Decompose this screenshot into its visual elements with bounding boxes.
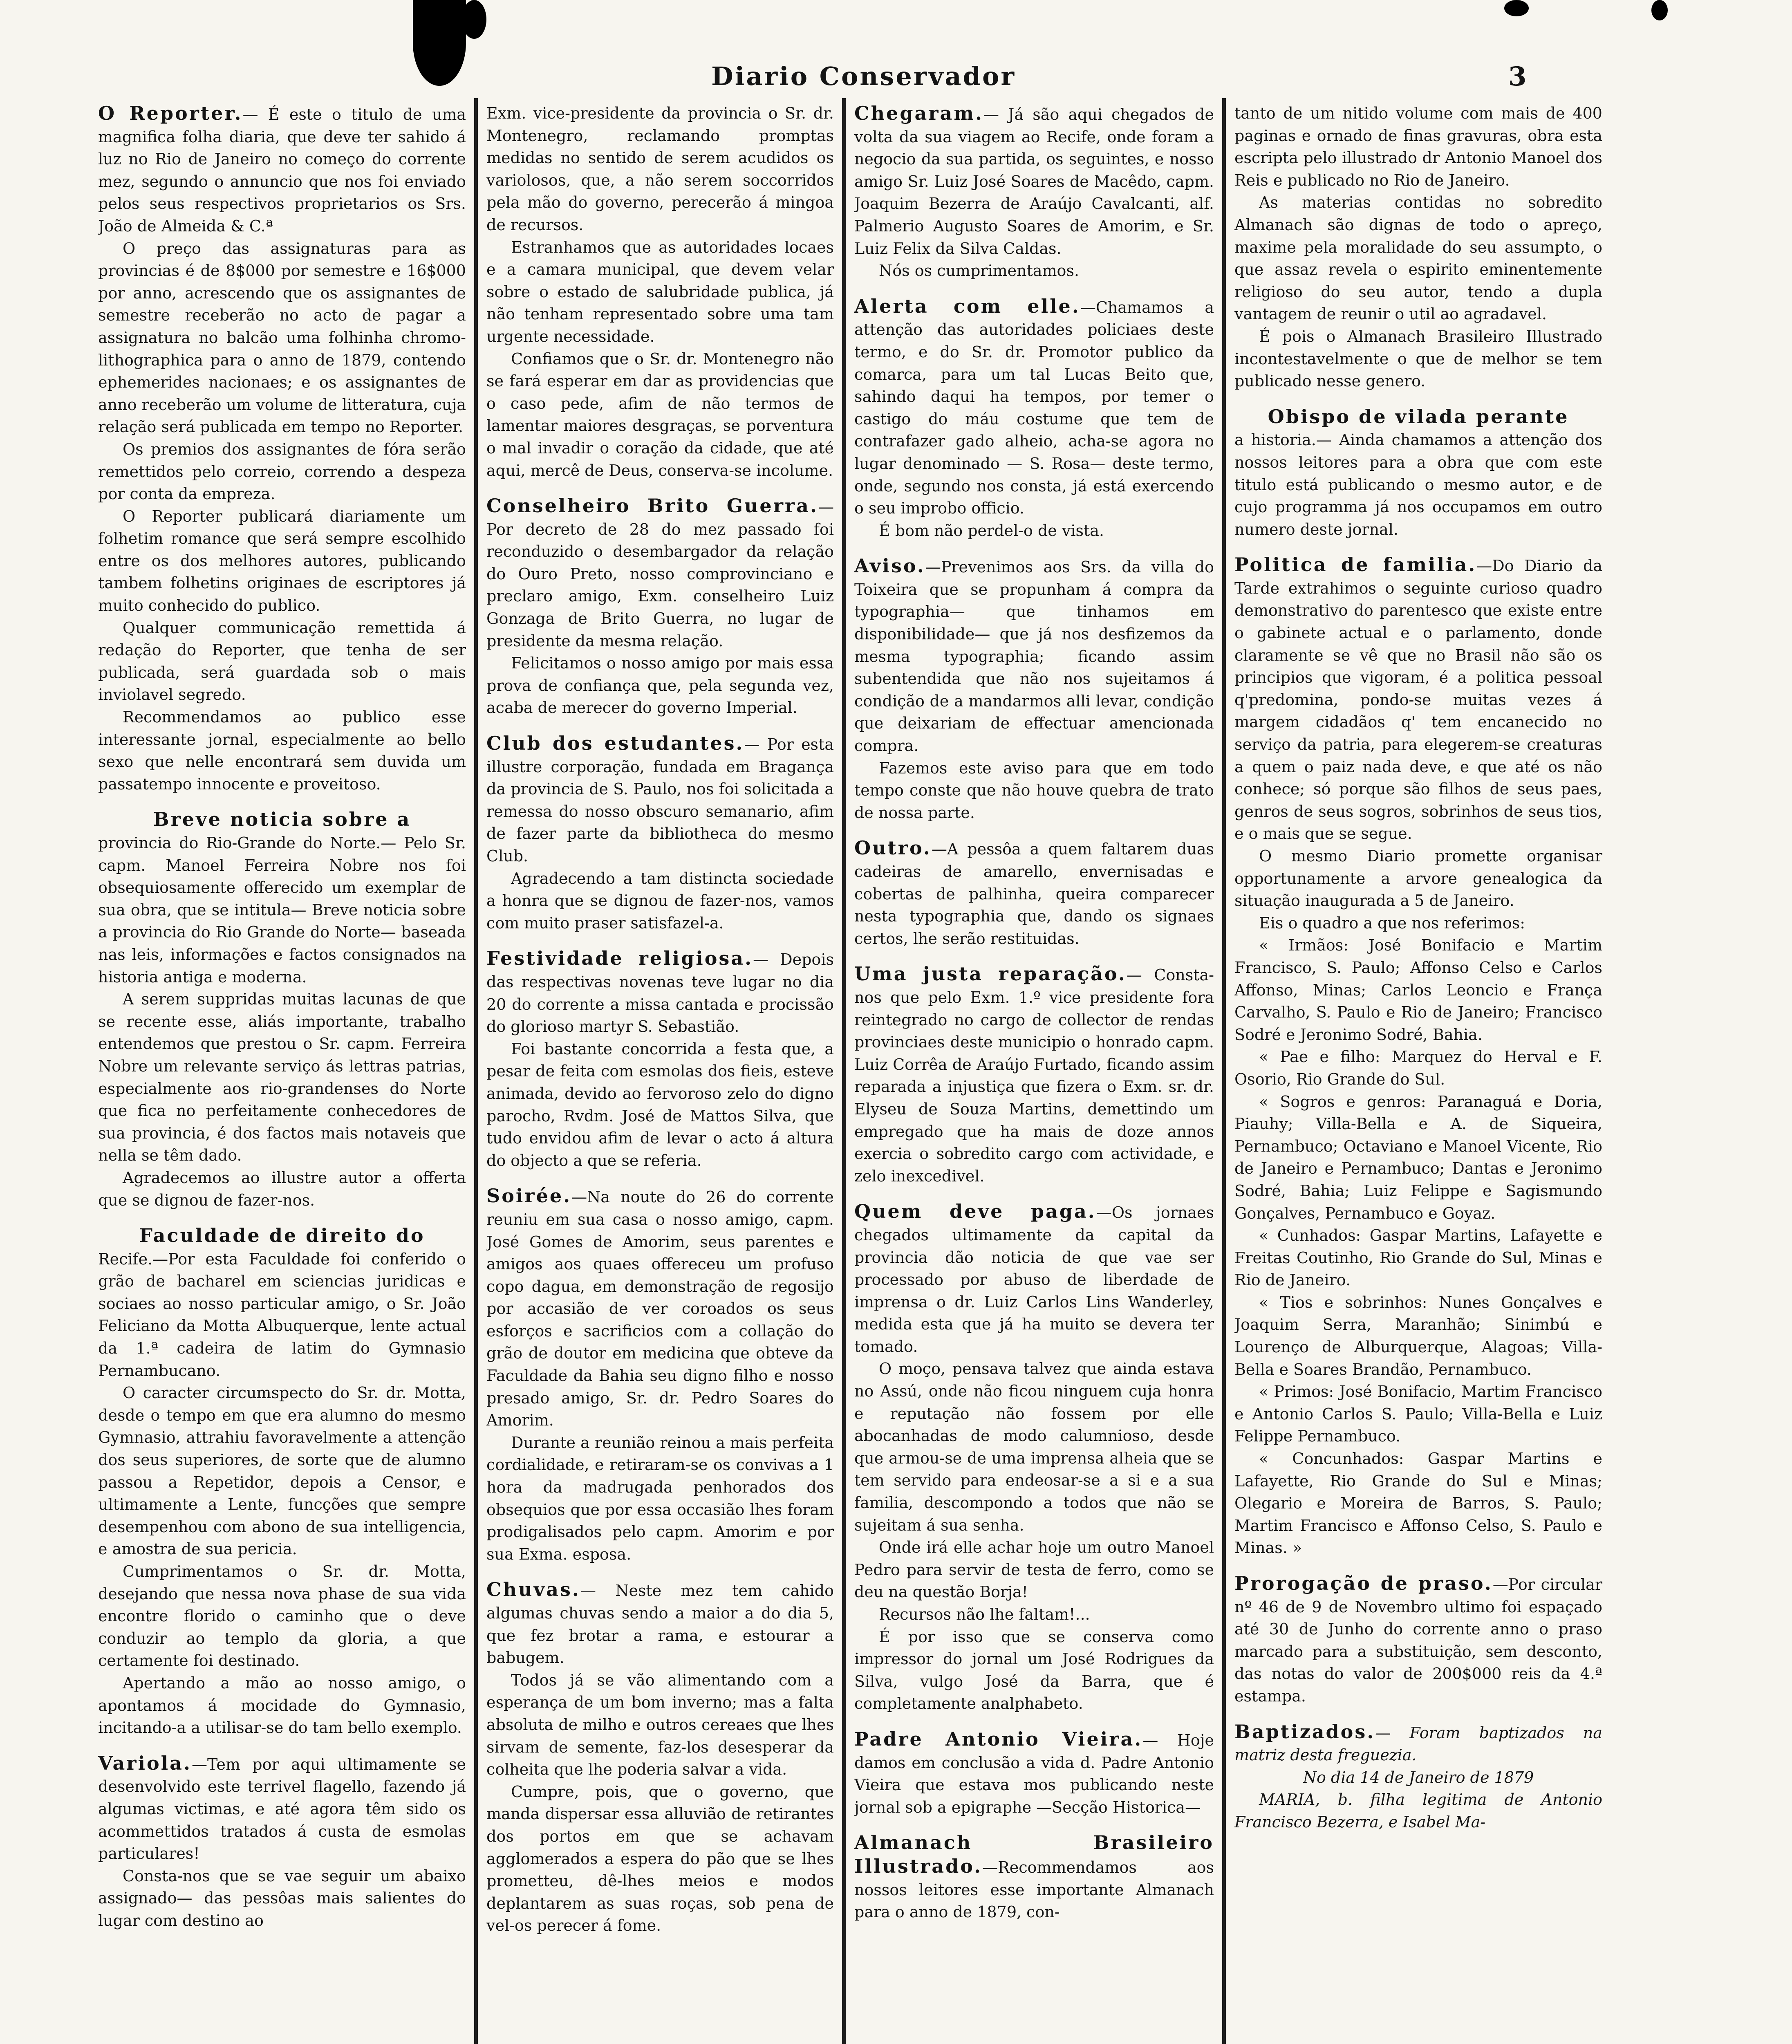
article-text: O moço, pensava talvez que ainda estava no Assú, onde não ficou ninguem cuja honra e reputação não fossem por elle abocanhadas de modo calumnioso, desde que armou-se de uma imprensa alheia que se tem servido para endeosar-se a si e a sua familia, descompondo a todos que não se sujeitam á sua senha. [854,1360,1214,1534]
article-heading: Faculdade de direito do [139,1224,425,1247]
article-text: Fazemos este aviso para que em todo tempo conste que não houve quebra de trato de nossa parte. [854,759,1214,822]
article-heading: Aviso. [854,555,925,577]
article-text: tanto de um nitido volume com mais de 400 paginas e ornado de finas gravuras, obra esta escripta pelo illustrado dr Antonio Manoel dos Reis e publicado no Rio de Janeiro. [1234,104,1602,189]
article-text: É pois o Almanach Brasileiro Illustrado incontestavelmente o que de melhor se tem publicado nesse genero. [1234,327,1602,390]
article-text: Todos já se vão alimentando com a esperança de um bom inverno; mas a falta absoluta de milho e outros cereaes que lhes sirvam de semente, faz-los desesperar da colheita que lhe poderia salvar a vida. [486,1671,834,1779]
column-divider [474,98,478,2044]
article-text: Apertando a mão ao nosso amigo, o apontamos á mocidade do Gymnasio, incitando-a a utilisar-se do tam bello exemplo. [98,1674,466,1737]
article-club-estudantes [486,732,834,934]
article-heading: Uma justa reparação. [854,963,1127,985]
article-faculdade [98,1224,466,1739]
article-heading: Variola. [98,1752,192,1774]
article-text: Consta-nos que se vae seguir um abaixo assignado— das pessôas mais salientes do lugar com destino ao [98,1867,466,1930]
article-text: « Cunhados: Gaspar Martins, Lafayette e Freitas Coutinho, Rio Grande do Sul, Minas e Rio de Janeiro. [1234,1226,1602,1289]
ink-smudge [1651,0,1668,20]
article-heading: Club dos estudantes. [486,732,744,755]
article-padre-vieira [854,1728,1214,1818]
article-brito-guerra [486,495,834,719]
article-text: —Tem por aqui ultimamente se desenvolvido este terrivel flagello, fazendo já algumas victimas, e até agora têm sido os acommettidos tratados á custa de esmolas particulares! [98,1755,466,1863]
article-text: Eis o quadro a que nos referimos: [1259,914,1525,932]
article-text: Agradecemos ao illustre autor a offerta que se dignou de fazer-nos. [98,1168,466,1209]
article-chegaram [854,102,1214,282]
article-almanach-cont [1234,102,1602,392]
article-text: Felicitamos o nosso amigo por mais essa prova de confiança que, pela segunda vez, acaba de merecer do governo Imperial. [486,654,834,717]
article-text: — Por esta illustre corporação, fundada em Bragança da provincia de S. Paulo, nos foi solicitada a remessa do nosso obscuro semanario, afim de fazer parte da bibliotheca do mesmo Club. [486,735,834,865]
column-4 [1234,102,1602,2044]
article-heading: Chuvas. [486,1578,580,1601]
article-text: Recommendamos ao publico esse interessante jornal, especialmente ao bello sexo que nelle encontrará sem duvida um passatempo innocente e proveitoso. [98,708,466,793]
article-text: Agradecendo a tam distincta sociedade a honra que se dignou de fazer-nos, vamos com muito praser satisfazel-a. [486,869,834,932]
ink-smudge [1504,0,1529,16]
article-heading: Chegaram. [854,102,984,124]
article-text: —Por decreto de 28 do mez passado foi reconduzido o desembargador da relação do Ouro Preto, nosso comprovinciano e preclaro amigo, Exm. conselheiro Luiz Gonzaga de Brito Guerra, no lugar de presidente da mesma relação. [486,498,834,650]
article-text: — Foram baptizados na matriz desta freguezia. [1234,1724,1602,1764]
article-text: —Na noute do 26 do corrente reuniu em sua casa o nosso amigo, capm. José Gomes de Amorim, seus parentes e amigos aos quaes offereceu um profuso copo dagua, em demonstração de regosijo por accasião de ver coroados os seus esforços e sacrificios com a collação do grão de doutor em medicina que obteve da Faculdade da Bahia seu digno filho e nosso presado amigo, Sr. dr. Pedro Soares do Amorim. [486,1188,834,1430]
ink-smudge [462,0,486,39]
article-text: MARIA, b. filha legitima de Antonio Francisco Bezerra, e Isabel Ma- [1234,1791,1602,1831]
article-heading: Padre Antonio Vieira. [854,1728,1143,1750]
article-text: « Sogros e genros: Paranaguá e Doria, Piauhy; Villa-Bella e A. de Siqueira, Pernambuco; Octaviano e Manoel Vicente, Rio de Janeiro e Pernambuco; Dantas e Jeronimo Sodré, Bahia; Luiz Felippe e Sagismundo Gonçalves, Pernambuco e Goyaz. [1234,1092,1602,1222]
article-text: Estranhamos que as autoridades locaes e a camara municipal, que devem velar sobre o estado de salubridade publica, já não tenham representado sobre uma tam urgente necessidade. [486,238,834,345]
page-header-title: Diario Conservador [711,61,1016,91]
article-text: O caracter circumspecto do Sr. dr. Motta, desde o tempo em que era alumno do mesmo Gymnasio, attrahiu favoravelmente a attenção dos seus superiores, de sorte que de alumno passou a Repetidor, depois a Censor, e ultimamente a Lente, funcções que sempre desempenhou com abono de sua intelligencia, e amostra de sua pericia. [98,1384,466,1558]
article-text: —Os jornaes chegados ultimamente da capital da provincia dão noticia de que vae ser processado por abuso de liberdade de imprensa o dr. Luiz Carlos Lins Wanderley, medida esta que já ha muito se devera ter tomado. [854,1204,1214,1356]
column-2 [486,102,834,2044]
article-text: a historia.— Ainda chamamos a attenção dos nossos leitores para a obra que com este titulo está publicando o mesmo autor, e de cujo programma já nos occupamos em outro numero deste jornal. [1234,431,1602,538]
article-heading: Prorogação de praso. [1234,1572,1493,1594]
article-alerta [854,295,1214,542]
article-text: —Por circular nº 46 de 9 de Novembro ultimo foi espaçado até 30 de Junho do corrente anno o praso marcado para a substituição, sem desconto, das notas do valor de 200$000 reis da 4.ª estampa. [1234,1576,1602,1705]
page-number: 3 [1508,61,1527,92]
article-heading: Baptizados. [1234,1720,1375,1743]
article-text: —Do Diario da Tarde extrahimos o seguinte curioso quadro demonstrativo do parentesco que existe entre o gabinete actual e o parlamento, donde claramente se vê que no Brasil não são os principios que vigoram, é a politica pessoal q'predomina, pondo-se muitas vezes á margem cidadãos q' tem encanecido no serviço da patria, para elegerem-se creaturas a quem o paiz nada deve, e que até os não conhece; só porque são filhos de seus paes, genros de seus sogros, sobrinhos de seus tios, e o mais que se segue. [1234,557,1602,843]
article-text: Recife.—Por esta Faculdade foi conferido o grão de bacharel em sciencias juridicas e sociaes ao nosso particular amigo, o Sr. João Feliciano da Motta Albuquerque, lente actual da 1.ª cadeira de latim do Gymnasio Pernambucano. [98,1250,466,1380]
article-prorogacao [1234,1572,1602,1708]
article-text: « Tios e sobrinhos: Nunes Gonçalves e Joaquim Serra, Maranhão; Sinimbú e Lourenço de Alburquerque, Alagoas; Villa-Bella e Soares Brandão, Pernambuco. [1234,1293,1602,1378]
article-text: —A pessôa a quem faltarem duas cadeiras de amarello, envernisadas e cobertas de palhinha, queira comparecer nesta typographia que, dando os signaes certos, lhe serão restituidas. [854,840,1214,948]
article-variola [98,1752,466,1932]
article-text: —Recommendamos aos nossos leitores esse importante Almanach para o anno de 1879, con- [854,1858,1214,1921]
article-text: Confiamos que o Sr. dr. Montenegro não se fará esperar em dar as providencias que o caso pede, afim de não termos de lamentar maiores desgraças, se porventura o mal invadir o coração da cidade, que até aqui, mercê de Deus, conserva-se incolume. [486,350,834,480]
column-divider [1222,98,1226,2044]
article-text: Recursos não lhe faltam!... [879,1605,1090,1623]
article-text: — Consta-nos que pelo Exm. 1.º vice presidente fora reintegrado no cargo de collector de rendas provinciaes deste municipio o honrado capm. Luiz Corrêa de Araújo Furtado, ficando assim reparada a injustiça que fizera o Exm. sr. dr. Elyseu de Souza Martins, demettindo um empregado que ha mais de doze annos exercia o sobredito cargo com actividade, e zelo inexcedivel. [854,966,1214,1185]
article-heading: Outro. [854,837,932,859]
article-quem-deve-paga [854,1200,1214,1715]
article-text: « Primos: José Bonifacio, Martim Francisco e Antonio Carlos S. Paulo; Villa-Bella e Luiz Felippe Pernambuco. [1234,1383,1602,1446]
article-heading: Conselheiro Brito Guerra. [486,495,818,517]
article-obispo [1234,406,1602,541]
article-heading: Politica de familia. [1234,554,1477,576]
baptism-date: No dia 14 de Janeiro de 1879 [1303,1768,1534,1786]
article-text: —Prevenimos aos Srs. da villa do Toixeira que se propunham á compra da typographia— que tinhamos em disponibilidade— que já nos desfizemos da mesma typographia; ficando assim subentendida que não nos sujeitamos á condição de a mandarmos alli levar, condição que deixariam de effectuar amencionada compra. [854,558,1214,755]
column-1 [98,102,466,2044]
article-text: O mesmo Diario promette organisar opportunamente a arvore genealogica da situação inaugurada a 5 de Janeiro. [1234,847,1602,910]
article-text: —Chamamos a attenção das autoridades policiaes deste termo, e do Sr. dr. Promotor publico da comarca, para um tal Lucas Beito que, sahindo daqui ha tempos, por temer o castigo do máu costume que tem de contrafazer gado alheio, acha-se agora no lugar denominado — S. Rosa— deste termo, onde, segundo nos consta, já está exercendo o seu improbo officio. [854,298,1214,518]
article-text: É bom não perdel-o de vista. [879,521,1104,540]
article-text: Durante a reunião reinou a mais perfeita cordialidade, e retiraram-se os convivas a 1 hora da madrugada penhorados dos obsequios que por essa occasião lhes foram prodigalisados pelo capm. Amorim e por sua Exma. esposa. [486,1433,834,1563]
column-divider [842,98,846,2044]
article-heading: Alerta com elle. [854,295,1080,317]
article-heading: Quem deve paga. [854,1200,1096,1223]
article-text: Cumpre, pois, que o governo, que manda dispersar essa alluvião de retirantes dos portos em que se achavam agglomerados a espera do pão que se lhes prometteu, dê-lhes meios e modos deplantarem as suas roças, sob pena de vel-os perecer á fome. [486,1782,834,1935]
article-text: — É este o titulo de uma magnifica folha diaria, que deve ter sahido á luz no Rio de Janeiro no começo do corrente mez, segundo o annuncio que nos foi enviado pelos seus respectivos proprietarios os Srs. João de Almeida & C.ª [98,105,466,235]
article-politica-familia [1234,554,1602,1559]
ink-smudge [413,0,466,86]
article-text: « Concunhados: Gaspar Martins e Lafayette, Rio Grande do Sul e Minas; Olegario e Moreira de Barros, S. Paulo; Martim Francisco e Affonso Celso, S. Paulo e Minas. » [1234,1450,1602,1557]
article-text: Exm. vice-presidente da provincia o Sr. dr. Montenegro, reclamando promptas medidas no sentido de serem acudidos os variolosos, que, a não serem soccorridos pela mão do governo, perecerão á mingoa de recursos. [486,104,834,234]
article-text: A serem suppridas muitas lacunas de que se recente esse, aliás importante, trabalho entendemos que prestou o Sr. capm. Ferreira Nobre um relevante serviço ás lettras patrias, especialmente aos rio-grandenses do Norte que fica no perfeitamente conhecedores de sua provincia, é dos factos mais notaveis que nella se têm dado. [98,990,466,1165]
article-soiree [486,1185,834,1565]
article-text: Onde irá elle achar hoje um outro Manoel Pedro para servir de testa de ferro, como se deu na questão Borja! [854,1538,1214,1601]
article-text: — Já são aqui chegados de volta da sua viagem ao Recife, onde foram a negocio da sua partida, os seguintes, e nosso amigo Sr. Luiz José Soares de Macêdo, capm. Joaquim Bezerra de Araújo Cavalcanti, alf. Palmerio Augusto Soares de Amorim, e Sr. Luiz Felix da Silva Caldas. [854,105,1214,258]
article-text: Nós os cumprimentamos. [879,262,1080,280]
article-text: É por isso que se conserva como impressor do jornal um José Rodrigues da Silva, vulgo José da Barra, que é completamente analphabeto. [854,1627,1214,1713]
article-breve-noticia [98,808,466,1211]
article-reparacao [854,963,1214,1187]
article-text: provincia do Rio-Grande do Norte.— Pelo Sr. capm. Manoel Ferreira Nobre nos foi obsequiosamente offerecido um exemplar de sua obra, que se intitula— Breve noticia sobre a provincia do Rio Grande do Norte— baseada nas leis, informações e factos consignados na historia antiga e moderna. [98,834,466,986]
article-variola-cont [486,102,834,482]
article-heading: Almanach Brasileiro Illustrado. [854,1831,1214,1877]
article-text: O preço das assignaturas para as provincias é de 8$000 por semestre e 16$000 por anno, acrescendo que os assignantes de semestre receberão no acto de pagar a assignatura no balcão uma folhinha chromo-lithographica para o anno de 1879, contendo ephemerides nacionaes; e os assignantes de anno receberão um volume de litteratura, cuja relação será publicada em tempo no Reporter. [98,239,466,436]
article-baptizados [1234,1721,1602,1833]
article-chuvas [486,1578,834,1937]
column-3 [854,102,1214,2044]
article-text: — Depois das respectivas novenas teve lugar no dia 20 do corrente a missa cantada e procissão do glorioso martyr S. Sebastião. [486,950,834,1036]
article-reporter [98,102,466,795]
article-heading: Soirée. [486,1185,572,1207]
article-text: — Neste mez tem cahido algumas chuvas sendo a maior a do dia 5, que fez brotar a rama, e estourar a babugem. [486,1582,834,1667]
article-outro [854,837,1214,950]
article-text: Os premios dos assignantes de fóra serão remettidos pelo correio, correndo a despeza por conta da empreza. [98,440,466,503]
article-aviso [854,555,1214,824]
article-text: — Hoje damos em conclusão a vida d. Padre Antonio Vieira que estava mos publicando neste jornal sob a epigraphe —Secção Historica— [854,1731,1214,1816]
article-text: Cumprimentamos o Sr. dr. Motta, desejando que nessa nova phase de sua vida encontre florido o caminho que o deve conduzir ao templo da gloria, a que certamente foi destinado. [98,1562,466,1670]
article-text: As materias contidas no sobredito Almanach são dignas de todo o apreço, maxime pela moralidade do seu assumpto, o que assaz revela o espirito eminentemente religioso do seu autor, tendo a dupla vantagem de reunir o util ao agradavel. [1234,193,1602,323]
article-heading: Obispo de vilada perante [1268,405,1569,428]
article-text: Qualquer communicação remettida á redação do Reporter, que tenha de ser publicada, será guardada sob o mais inviolavel segredo. [98,619,466,704]
article-festividade [486,947,834,1172]
article-heading: Breve noticia sobre a [153,808,411,831]
article-text: Foi bastante concorrida a festa que, a pesar de feita com esmolas dos fieis, esteve animada, devido ao fervoroso zelo do digno parocho, Rvdm. José de Mattos Silva, que tudo envidou afim de levar o acto á altura do objecto a que se referia. [486,1040,834,1170]
article-heading: O Reporter. [98,102,243,124]
article-almanach [854,1831,1214,1923]
article-heading: Festividade religiosa. [486,947,753,970]
article-text: « Irmãos: José Bonifacio e Martim Francisco, S. Paulo; Affonso Celso e Carlos Affonso, Minas; Carlos Leoncio e França Carvalho, S. Paulo e Rio de Janeiro; Francisco Sodré e Jeronimo Sodré, Bahia. [1234,936,1602,1044]
article-text: O Reporter publicará diariamente um folhetim romance que será sempre escolhido entre os dos melhores autores, publicando tambem folhetins originaes de escriptores já muito conhecido do publico. [98,507,466,615]
article-text: « Pae e filho: Marquez do Herval e F. Osorio, Rio Grande do Sul. [1234,1048,1602,1088]
